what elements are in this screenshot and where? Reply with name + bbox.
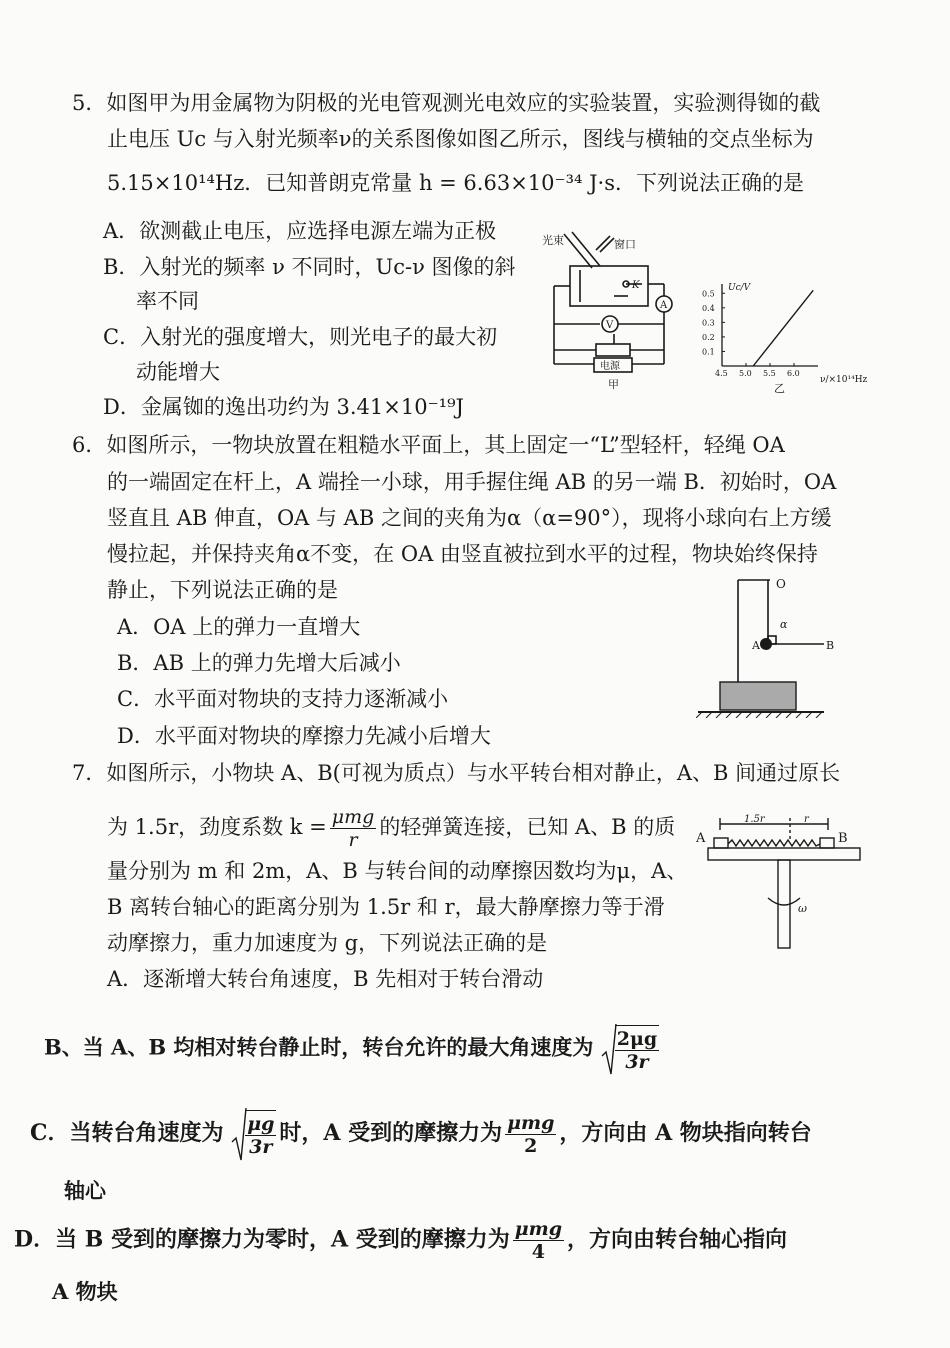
q5-fig-light-label: 光束 <box>542 234 564 247</box>
q7-line5: 动摩擦力，重力加速度为 g，下列说法正确的是 <box>107 931 548 955</box>
q6-option-c: C．水平面对物块的支持力逐渐减小 <box>117 687 449 711</box>
chart-x-tick-label: 6.0 <box>787 369 800 378</box>
q7-option-c-post: ，方向由 A 物块指向转台 <box>559 1120 812 1146</box>
q5-option-a: A．欲测截止电压，应选择电源左端为正极 <box>103 219 497 243</box>
q7-fig-b-label: B <box>838 831 848 846</box>
q7-option-c-friction-num: μmg <box>507 1111 555 1134</box>
q5-option-d: D．金属铷的逸出功约为 3.41×10⁻¹⁹J <box>103 395 464 419</box>
q6-line2: 的一端固定在杆上，A 端拴一小球，用手握住绳 AB 的另一端 B．初始时，OA <box>107 470 837 494</box>
chart-caption-yi: 乙 <box>774 382 785 395</box>
q5-line1: 5．如图甲为用金属物为阴极的光电管观测光电效应的实验装置，实验测得铷的截 <box>72 91 821 115</box>
q5-option-c-cont: 动能增大 <box>136 360 220 384</box>
q7-line2 <box>107 806 675 851</box>
q7-option-b-numerator: 2μg <box>616 1028 658 1050</box>
q7-option-c-cont: 轴心 <box>64 1178 106 1203</box>
q5-figure-jia <box>540 228 700 396</box>
q7-option-b <box>44 1022 662 1076</box>
q7-option-c-mid: 时，A 受到的摩擦力为 <box>279 1120 503 1146</box>
q7-option-b-text: B、当 A、B 均相对转台静止时，转台允许的最大角速度为 <box>44 1034 594 1060</box>
q5-fig-power-label: 电源 <box>600 361 620 372</box>
q6-line1: 6．如图所示，一物块放置在粗糙水平面上，其上固定一“L”型轻杆，轻绳 OA <box>72 433 785 457</box>
q7-option-d-friction-num: μmg <box>514 1218 563 1240</box>
q7-option-c-pre: C．当转台角速度为 <box>30 1120 224 1146</box>
q7-option-d-friction <box>513 1218 564 1263</box>
q7-fig-len1: 1.5r <box>744 814 765 825</box>
chart-y-tick-label: 0.4 <box>702 303 715 313</box>
q7-fig-omega: ω <box>798 902 807 915</box>
q5-fig-k-label: K <box>632 280 640 291</box>
q7-option-d-post: ，方向由转台轴心指向 <box>567 1226 788 1253</box>
chart-y-tick-label: 0.2 <box>702 332 715 342</box>
q6-line5: 静止，下列说法正确的是 <box>107 578 338 602</box>
q7-line1: 7．如图所示，小物块 A、B(可视为质点）与水平转台相对静止，A、B 间通过原长 <box>72 761 841 785</box>
chart-y-tick-label: 0.5 <box>702 289 715 299</box>
q7-line4: B 离转台轴心的距离分别为 1.5r 和 r，最大静摩擦力等于滑 <box>107 895 665 919</box>
chart-series-uc-v <box>753 290 813 366</box>
q5-line3: 5.15×10¹⁴Hz．已知普朗克常量 h = 6.63×10⁻³⁴ J·s．下列说法正确的是 <box>107 171 804 195</box>
chart-x-label: ν/×10¹⁴Hz <box>820 375 868 385</box>
q7-line2-pre: 为 1.5r，劲度系数 k = <box>107 815 327 839</box>
chart-y-tick-label: 0.3 <box>702 318 715 328</box>
q7-option-b-denominator: 3r <box>625 1051 649 1073</box>
q6-option-b: B．AB 上的弹力先增大后减小 <box>117 651 401 675</box>
chart-y-tick-label: 0.1 <box>702 347 715 357</box>
q6-option-a: A．OA 上的弹力一直增大 <box>117 615 361 639</box>
q6-fig-a-label: A <box>752 639 760 652</box>
q7-option-c-friction-den: 2 <box>524 1134 538 1157</box>
q7-k-denominator: r <box>348 829 358 851</box>
chart-x-tick-label: 4.5 <box>715 369 728 378</box>
q7-figure <box>694 808 874 958</box>
q5-option-c: C．入射光的强度增大，则光电子的最大初 <box>103 325 498 349</box>
q5-fig-ammeter-label: A <box>660 300 668 311</box>
q5-line2: 止电压 Uc 与入射光频率ν的关系图像如图乙所示，图线与横轴的交点坐标为 <box>107 127 814 151</box>
q7-option-a: A．逐渐增大转台角速度，B 先相对于转台滑动 <box>107 967 544 991</box>
q7-option-c-friction <box>505 1112 556 1157</box>
q5-option-b-cont: 率不同 <box>136 289 199 313</box>
chart-x-tick-label: 5.0 <box>739 369 752 378</box>
q7-fig-len2: r <box>804 814 809 825</box>
q5-fig-caption-jia: 甲 <box>608 378 619 391</box>
chart-x-tick-label: 5.5 <box>763 369 776 378</box>
q7-k-numerator: μmg <box>331 806 375 828</box>
q5-fig-voltmeter-label: V <box>606 320 614 331</box>
q6-line3: 竖直且 AB 伸直，OA 与 AB 之间的夹角为α（α=90°），现将小球向右上方缓 <box>107 506 832 530</box>
q6-fig-alpha-label: α <box>780 618 788 631</box>
q7-option-d-cont: A 物块 <box>52 1279 118 1304</box>
q6-fig-b-label: B <box>826 639 835 652</box>
chart-y-label: Uc/V <box>728 283 751 293</box>
q7-option-d-friction-den: 4 <box>531 1241 545 1263</box>
q7-fig-a-label: A <box>696 831 706 846</box>
q7-option-c-sqrt <box>231 1106 279 1162</box>
q6-figure <box>696 574 836 718</box>
q7-k-fraction <box>330 806 377 851</box>
q6-option-d: D．水平面对物块的摩擦力先减小后增大 <box>117 724 491 748</box>
q7-line2-post: 的轻弹簧连接，已知 A、B 的质 <box>379 815 676 839</box>
q7-option-d-pre: D．当 B 受到的摩擦力为零时，A 受到的摩擦力为 <box>14 1226 510 1253</box>
q7-option-c <box>30 1106 812 1162</box>
q7-option-c-numerator: μg <box>247 1113 275 1135</box>
q7-option-c-denominator: 3r <box>249 1136 273 1158</box>
q5-fig-window-label: 窗口 <box>614 238 636 251</box>
q5-option-b: B．入射光的频率 ν 不同时，Uc-ν 图像的斜 <box>103 255 516 279</box>
q7-line3: 量分别为 m 和 2m，A、B 与转台间的动摩擦因数均为μ，A、 <box>107 859 688 883</box>
q7-option-b-sqrt <box>601 1022 662 1076</box>
q6-line4: 慢拉起，并保持夹角α不变，在 OA 由竖直被拉到水平的过程，物块始终保持 <box>107 542 818 566</box>
q7-option-d <box>14 1218 787 1263</box>
q5-figure-yi-chart <box>700 278 890 396</box>
q6-fig-o-label: O <box>776 577 786 591</box>
